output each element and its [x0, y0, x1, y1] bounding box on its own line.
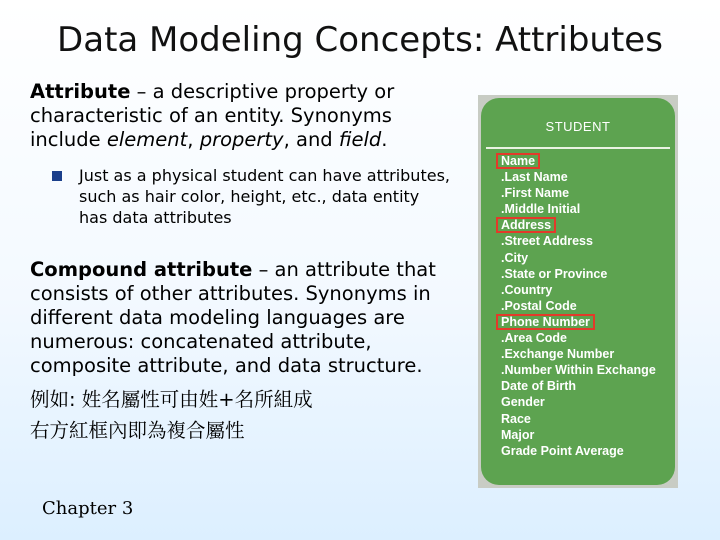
entity-attribute: [501, 201, 656, 217]
entity-attribute: [501, 394, 656, 410]
highlighted-attribute-label: Name: [496, 153, 540, 169]
compound-term: Compound attribute: [30, 258, 253, 281]
chinese-line-2: 右方紅框內即為複合屬性: [30, 419, 245, 442]
entity-attribute: [501, 169, 656, 185]
attribute-label: .State or Province: [501, 266, 608, 281]
attribute-list: [501, 153, 656, 459]
entity-attribute: [501, 217, 656, 233]
chinese-note: [30, 384, 450, 446]
entity-attribute: [501, 282, 656, 298]
chapter-footer: Chapter 3: [42, 498, 134, 519]
highlighted-attribute-label: Address: [496, 217, 556, 233]
entity-attribute: [501, 378, 656, 394]
attribute-label: .City: [501, 250, 529, 265]
entity-attribute: [501, 362, 656, 378]
attribute-label: Gender: [501, 395, 545, 410]
entity-name: STUDENT: [545, 119, 611, 134]
entity-attribute: [501, 411, 656, 427]
entity-attribute: [501, 330, 656, 346]
attribute-label: .Exchange Number: [501, 347, 615, 362]
bullet-item: [52, 165, 450, 228]
synonym-field: field: [338, 128, 382, 151]
synonym-sep-1: ,: [187, 128, 200, 151]
bullet-text: Just as a physical student can have attributes, such as hair color, height, etc., data entity has data attributes: [79, 166, 450, 227]
attribute-label: Date of Birth: [501, 379, 576, 394]
entity-attribute: [501, 298, 656, 314]
attribute-label: .Middle Initial: [501, 202, 581, 217]
attribute-label: Major: [501, 427, 535, 442]
entity-attribute: [501, 266, 656, 282]
entity-divider: [486, 147, 670, 149]
attribute-label: Race: [501, 411, 531, 426]
attribute-term: Attribute: [30, 80, 131, 103]
chinese-line-1: 例如: 姓名屬性可由姓+名所組成: [30, 388, 313, 411]
compound-definition: [30, 258, 450, 378]
attribute-text: – a descriptive property or characteristic of an entity. Synonyms include: [30, 80, 395, 151]
attribute-label: .First Name: [501, 186, 570, 201]
attribute-label: .Area Code: [501, 331, 567, 346]
slide-title: Data Modeling Concepts: Attributes: [57, 20, 663, 60]
entity-panel: [481, 98, 675, 485]
attribute-definition: [30, 80, 450, 152]
compound-text: – an attribute that consists of other attributes. Synonyms in different data modeling languages are numerous: concatenated attribute, composite attribute, and data structure.: [30, 258, 436, 377]
attribute-label: .Country: [501, 282, 553, 297]
entity-attribute: [501, 346, 656, 362]
synonym-element: element: [106, 128, 188, 151]
attribute-label: Grade Point Average: [501, 443, 624, 458]
entity-attribute: [501, 233, 656, 249]
slide-content: [30, 80, 450, 446]
attribute-label: .Postal Code: [501, 298, 577, 313]
entity-attribute: [501, 443, 656, 459]
square-bullet-icon: [52, 171, 62, 181]
student-entity-diagram: [478, 95, 678, 488]
synonym-sep-2: , and: [283, 128, 339, 151]
definition-end: .: [381, 128, 388, 151]
highlighted-attribute-label: Phone Number: [496, 314, 595, 330]
attribute-label: .Number Within Exchange: [501, 363, 656, 378]
entity-attribute: [501, 250, 656, 266]
entity-attribute: [501, 185, 656, 201]
synonym-property: property: [199, 128, 284, 151]
attribute-label: .Street Address: [501, 234, 593, 249]
attribute-label: .Last Name: [501, 170, 568, 185]
entity-attribute: [501, 427, 656, 443]
entity-attribute: [501, 314, 656, 330]
entity-attribute: [501, 153, 656, 169]
